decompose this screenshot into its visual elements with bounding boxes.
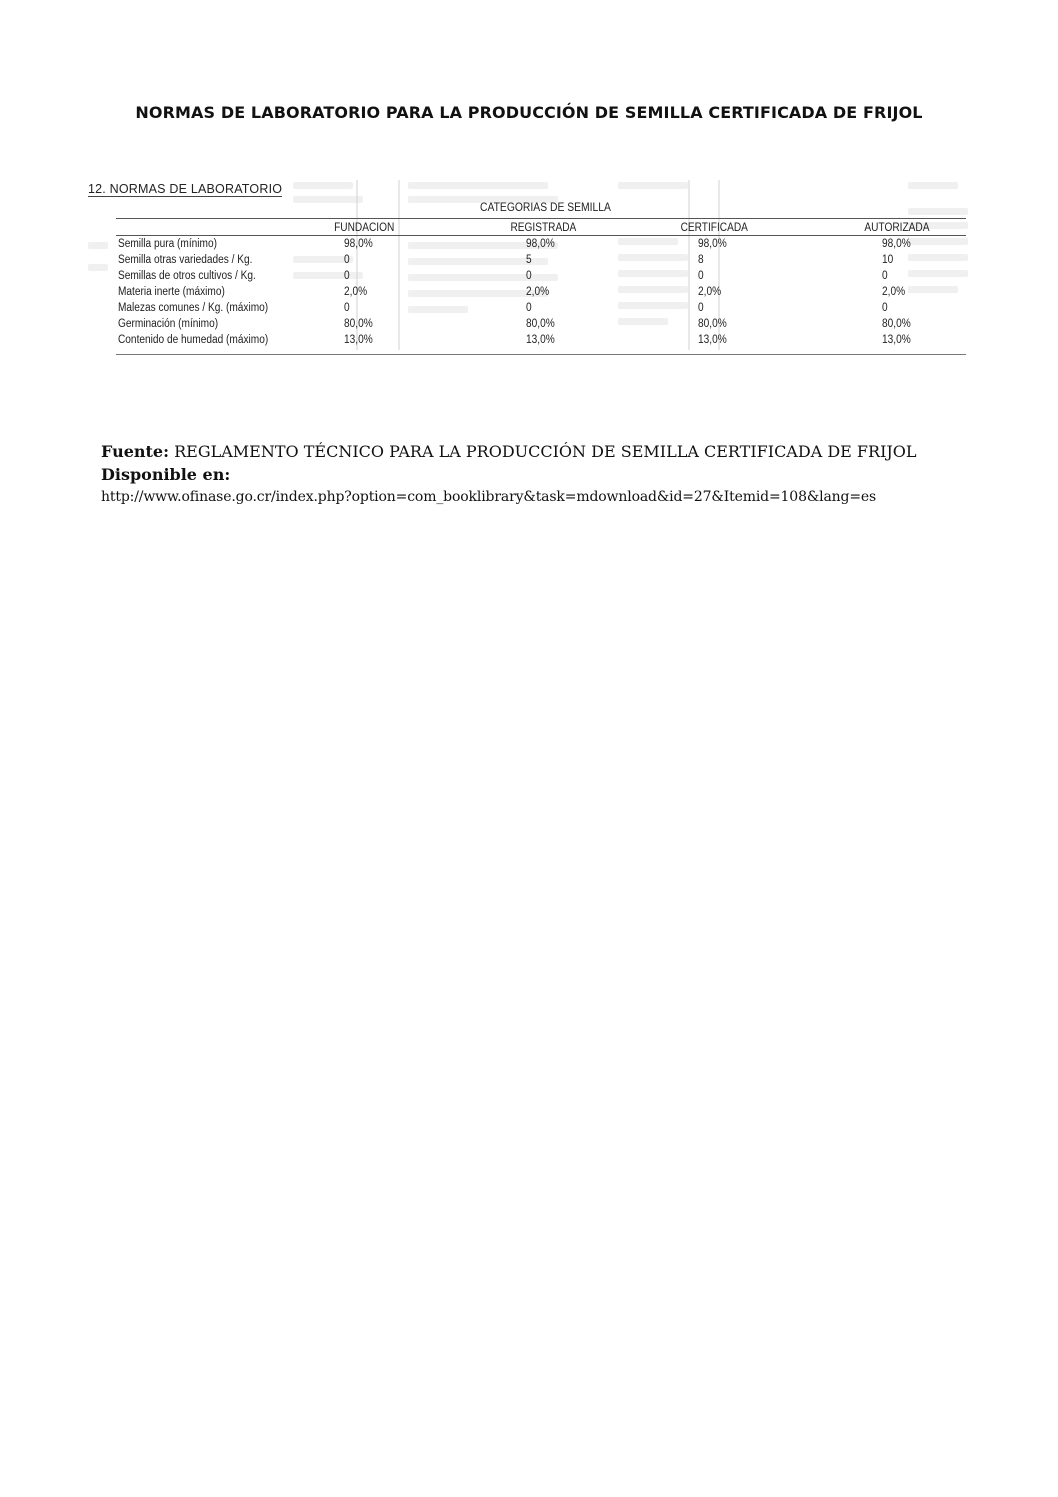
row-label: Contenido de humedad (máximo) [118,334,269,346]
cell-fundacion: 0 [344,302,350,314]
row-label: Semilla otras variedades / Kg. [118,254,253,266]
cell-certificada: 0 [698,302,704,314]
cell-certificada: 13,0% [698,334,727,346]
table-row [88,254,968,270]
table-row [88,270,968,286]
row-label: Malezas comunes / Kg. (máximo) [118,302,269,314]
source-url-link[interactable]: http://www.ofinase.go.cr/index.php?option=com_booklibrary&task=mdownload&id=27&Itemid=108&lang=es [101,489,877,505]
table-row [88,318,968,334]
cell-certificada: 8 [698,254,704,266]
category-header: CATEGORIAS DE SEMILLA [480,202,611,214]
cell-autorizada: 80,0% [882,318,911,330]
page-title: NORMAS DE LABORATORIO PARA LA PRODUCCIÓN DE SEMILLA CERTIFICADA DE FRIJOL [135,103,923,122]
cell-autorizada: 2,0% [882,286,906,298]
cell-fundacion: 13,0% [344,334,373,346]
row-label: Semillas de otros cultivos / Kg. [118,270,256,282]
table-row [88,302,968,318]
column-header-autorizada: AUTORIZADA [864,222,930,234]
table-row [88,238,968,254]
cell-registrada: 2,0% [526,286,550,298]
cell-certificada: 2,0% [698,286,722,298]
available-at-label: Disponible en: [101,465,231,484]
column-header-registrada: REGISTRADA [510,222,577,234]
row-label: Germinación (mínimo) [118,318,219,330]
cell-autorizada: 13,0% [882,334,911,346]
source-text: REGLAMENTO TÉCNICO PARA LA PRODUCCIÓN DE SEMILLA CERTIFICADA DE FRIJOL [174,442,917,461]
cell-registrada: 98,0% [526,238,555,250]
cell-autorizada: 0 [882,302,888,314]
table-row [88,286,968,302]
cell-fundacion: 0 [344,254,350,266]
column-header-fundacion: FUNDACION [334,222,395,234]
scanned-table-image [88,172,968,362]
table-bottom-rule [116,354,966,355]
column-header-certificada: CERTIFICADA [680,222,748,234]
cell-certificada: 80,0% [698,318,727,330]
cell-fundacion: 2,0% [344,286,368,298]
cell-fundacion: 98,0% [344,238,373,250]
cell-fundacion: 80,0% [344,318,373,330]
row-label: Materia inerte (máximo) [118,286,225,298]
table-row [88,334,968,350]
cell-certificada: 98,0% [698,238,727,250]
table-top-rule [116,218,966,219]
source-line [101,442,917,461]
row-label: Semilla pura (mínimo) [118,238,217,250]
cell-registrada: 5 [526,254,532,266]
source-label: Fuente: [101,442,169,461]
cell-autorizada: 0 [882,270,888,282]
cell-registrada: 13,0% [526,334,555,346]
cell-fundacion: 0 [344,270,350,282]
cell-registrada: 0 [526,270,532,282]
cell-registrada: 0 [526,302,532,314]
table-section-heading: 12. NORMAS DE LABORATORIO [88,182,283,196]
cell-autorizada: 10 [882,254,894,266]
cell-registrada: 80,0% [526,318,555,330]
cell-autorizada: 98,0% [882,238,911,250]
cell-certificada: 0 [698,270,704,282]
table-header-rule [116,235,966,236]
